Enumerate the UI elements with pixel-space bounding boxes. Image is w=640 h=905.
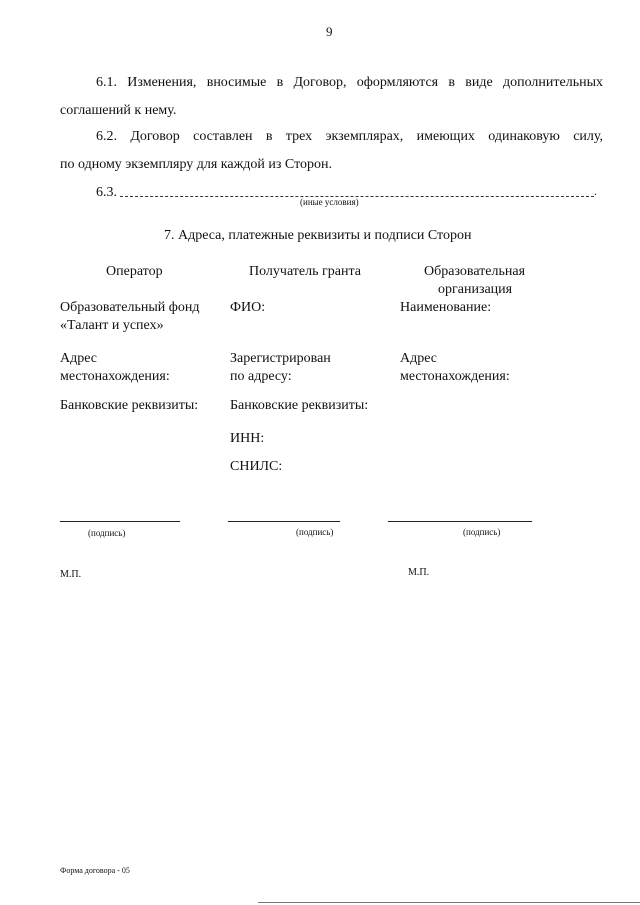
clause-6-3-label: 6.3. [96, 185, 117, 200]
clause-6-1-line2: соглашений к нему. [60, 103, 177, 118]
form-footer: Форма договора - 05 [60, 866, 130, 875]
recipient-fio: ФИО: [230, 300, 266, 315]
org-header-line1: Образовательная [424, 264, 526, 279]
scan-edge-line [258, 902, 640, 903]
page-number: 9 [326, 24, 333, 39]
section-7-title: 7. Адреса, платежные реквизиты и подписи Сторон [164, 228, 472, 243]
clause-6-2-line2: по одному экземпляру для каждой из Сторон. [60, 157, 333, 172]
operator-stamp-mark: М.П. [60, 569, 82, 580]
recipient-registered-line1: Зарегистрирован [230, 351, 331, 366]
recipient-inn: ИНН: [230, 431, 265, 446]
recipient-bank: Банковские реквизиты: [230, 398, 369, 413]
operator-address-line2: местонахождения: [60, 369, 170, 384]
org-address-line1: Адрес [400, 351, 438, 366]
operator-signature-line [60, 521, 180, 522]
recipient-snils: СНИЛС: [230, 459, 283, 474]
recipient-signature-caption: (подпись) [296, 527, 334, 537]
operator-signature-caption: (подпись) [88, 528, 126, 538]
clause-6-3-end-dot: . [594, 184, 597, 198]
operator-name-line2: «Талант и успех» [60, 318, 164, 333]
org-signature-caption: (подпись) [463, 527, 501, 537]
org-address-line2: местонахождения: [400, 369, 510, 384]
operator-bank: Банковские реквизиты: [60, 398, 199, 413]
org-signature-line [388, 521, 532, 522]
recipient-registered-line2: по адресу: [230, 369, 292, 384]
clause-6-2-line1: 6.2. Договор составлен в трех экземплярах, имеющих одинаковую силу, [96, 129, 603, 144]
operator-name-line1: Образовательный фонд [60, 300, 200, 315]
org-stamp-mark: М.П. [408, 567, 430, 578]
recipient-header: Получатель гранта [249, 264, 361, 279]
clause-6-3-caption: (иные условия) [300, 197, 359, 207]
clause-6-1-line1: 6.1. Изменения, вносимые в Договор, оформляются в виде дополнительных [96, 75, 603, 90]
operator-header: Оператор [106, 264, 163, 279]
org-header-line2: организация [438, 282, 513, 297]
operator-address-line1: Адрес [60, 351, 98, 366]
org-name: Наименование: [400, 300, 492, 315]
recipient-signature-line [228, 521, 340, 522]
